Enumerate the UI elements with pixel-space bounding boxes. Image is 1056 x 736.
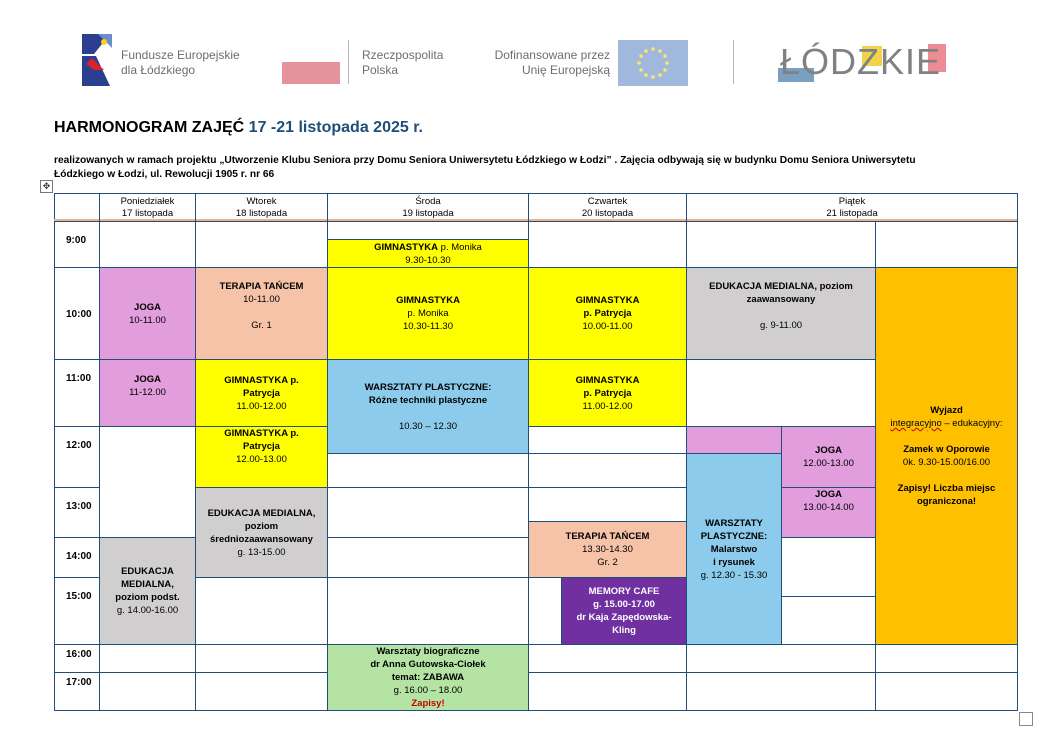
day-date: 20 listopada [581,207,634,219]
lodzkie-logo-text: ŁÓDZKIE [780,41,942,82]
empty-cell [328,222,529,240]
event-wt-edukacja-medialna[interactable] [196,488,328,578]
empty-cell [196,578,328,645]
day-date: 17 listopada [121,207,174,219]
day-name: Wtorek [246,195,277,207]
event-title: WARSZTATY PLASTYCZNE: [700,517,768,542]
time-slot: 9:00 [55,222,100,268]
day-name: Czwartek [587,195,628,207]
event-title: JOGA [815,489,842,500]
event-title: GIMNASTYKA p. Patrycja [224,374,299,399]
event-cz-memory-cafe[interactable] [562,578,687,645]
event-time: 11-12.00 [129,387,166,398]
time-slot: 17:00 [55,673,100,711]
event-subtitle: Różne techniki plastyczne [368,394,488,406]
event-subtitle-part: integracyjno [890,418,942,429]
event-note: Zapisy! [411,698,445,709]
event-time: g. 16.00 – 18.00 [393,685,463,696]
event-cz-gimnastyka-1[interactable] [529,268,687,360]
event-time: g. 12.30 - 15.30 [700,569,768,581]
event-wt-gimnastyka-2[interactable] [196,427,328,488]
eu-logo-line2: Unię Europejską [521,63,610,77]
empty-cell [529,673,687,711]
event-title: GIMNASTYKA [575,295,640,306]
event-subtitle [891,417,1003,430]
event-cz-terapia-tancem[interactable] [529,522,687,578]
empty-cell [100,427,196,538]
event-instructor: p. Monika [438,241,482,253]
fe-logo-icon [80,30,114,90]
event-time: g. 15.00-17.00 [593,599,655,610]
empty-cell [687,360,876,427]
event-instructor: dr Anna Gutowska-Ciołek [370,659,486,670]
event-subtitle: i rysunek [713,556,755,568]
time-slot: 12:00 [55,427,100,488]
logo-band [0,0,1056,110]
event-time: 10-11.00 [129,314,166,326]
event-sr-gimnastyka-1[interactable] [328,240,529,268]
event-note: Zapisy! Liczba miejsc ograniczona! [897,483,996,507]
empty-cell [529,645,687,673]
header-day-friday [687,194,1018,222]
event-time: 12.00-13.00 [236,454,287,465]
event-pn-joga-1[interactable] [100,268,196,360]
event-title: EDUKACJA MEDIALNA, poziom zaawansowany [709,281,853,305]
event-instructor: p. Patrycja [583,387,632,399]
empty-cell [328,454,529,488]
event-title: EDUKACJA MEDIALNA, [121,566,174,590]
event-time: 10.30-11.30 [402,321,453,332]
event-pt-edukacja-medialna[interactable] [687,268,876,360]
empty-cell [687,222,876,268]
eu-flag-icon [618,40,688,86]
event-title-line [374,241,482,254]
event-title: GIMNASTYKA [575,374,640,386]
header-corner [55,194,100,222]
empty-cell [196,645,328,673]
eu-logo-text [480,48,610,78]
time-slot: 14:00 [55,538,100,578]
lodzkie-logo [778,40,948,86]
day-name: Środa [415,195,441,207]
header-day-wednesday [328,194,529,222]
event-time: 9.30-10.30 [405,254,451,266]
event-pt-wyjazd[interactable] [876,268,1018,645]
event-time: 12.00-13.00 [803,458,854,469]
event-time: 0k. 9.30-15.00/16.00 [902,457,991,468]
divider-line [733,40,734,84]
event-pt-joga-1[interactable] [782,427,876,488]
day-name: Piątek [838,195,866,207]
eu-logo-line1: Dofinansowane przez [494,48,610,62]
event-time: 10.00-11.00 [582,321,633,332]
event-time: 10.30 – 12.30 [398,420,458,432]
time-slot: 10:00 [55,268,100,360]
table-resize-handle-icon[interactable] [1019,712,1033,726]
event-title: TERAPIA TAŃCEM [565,531,650,542]
polish-flag-icon [282,40,340,84]
event-instructor: dr Kaja Zapędowska-Kling [576,612,672,636]
event-group: Gr. 2 [597,557,618,568]
empty-cell [876,222,1018,268]
header-day-thursday [529,194,687,222]
event-title: Wyjazd [930,405,963,416]
event-pn-joga-2[interactable] [100,360,196,427]
divider-line [348,40,349,84]
event-title: GIMNASTYKA p. Patrycja [224,428,299,452]
event-time: g. 9-11.00 [759,320,803,331]
empty-cell [529,222,687,268]
day-date: 18 listopada [235,207,288,219]
event-subtitle: Malarstwo [710,543,758,555]
event-title: Warsztaty biograficzne [376,646,480,657]
event-title: EDUKACJA MEDIALNA, poziom średniozaawansowany [207,507,316,545]
event-time: g. 13-15.00 [237,546,286,558]
empty-cell [529,578,562,645]
event-place: Zamek w Oporowie [903,444,990,455]
time-slot: 16:00 [55,645,100,673]
time-slot: 13:00 [55,488,100,538]
event-title: TERAPIA TAŃCEM [219,281,304,292]
empty-cell [782,538,876,597]
event-topic: temat: ZABAWA [391,672,465,683]
pink-filler-cell [687,427,782,454]
empty-cell [100,222,196,268]
day-date: 21 listopada [826,207,878,219]
event-title: JOGA [815,445,842,456]
empty-cell [100,673,196,711]
event-sr-gimnastyka-2[interactable] [328,268,529,360]
empty-cell [529,488,687,522]
event-time: 10-11.00 [243,294,280,305]
header-day-tuesday [196,194,328,222]
table-move-handle-icon[interactable]: ✥ [40,180,53,193]
day-name: Poniedziałek [120,195,175,207]
empty-cell [687,673,876,711]
event-title: MEMORY CAFE [588,586,660,597]
event-time: 13.00-14.00 [803,502,854,513]
event-wt-gimnastyka-1[interactable] [196,360,328,427]
empty-cell [328,538,529,578]
event-sr-warsztaty-plastyczne[interactable] [328,360,529,454]
time-slot: 11:00 [55,360,100,427]
time-slot: 15:00 [55,578,100,645]
event-time: 11.00-12.00 [582,400,633,412]
event-title: WARSZTATY PLASTYCZNE: [364,381,492,393]
day-date: 19 listopada [402,207,454,219]
event-title: JOGA [134,374,161,385]
empty-cell [687,645,876,673]
event-wt-terapia-tancem[interactable] [196,268,328,360]
event-group: Gr. 1 [251,320,272,331]
rp-logo-text [362,48,443,78]
event-pn-edukacja-medialna[interactable] [100,538,196,645]
event-time: g. 14.00-16.00 [116,605,179,616]
fe-logo-line2: dla Łódzkiego [121,63,196,77]
empty-cell [196,222,328,268]
page-title [54,119,423,137]
event-time: 13.30-14.30 [582,544,633,555]
empty-cell [100,645,196,673]
rp-logo-line1: Rzeczpospolita [362,48,444,62]
empty-cell [529,454,687,488]
event-instructor: p. Patrycja [583,308,632,319]
event-time: 11.00-12.00 [236,400,287,412]
event-pt-joga-2[interactable] [782,488,876,538]
empty-cell [196,673,328,711]
event-cz-gimnastyka-2[interactable] [529,360,687,427]
event-level: poziom podst. [115,592,180,603]
empty-cell [529,427,687,454]
rp-logo-line2: Polska [362,63,399,77]
event-title: GIMNASTYKA [396,295,460,306]
event-sr-warsztaty-biograficzne[interactable] [328,645,529,711]
title-dates: 17 -21 listopada 2025 r. [248,119,423,136]
event-title: JOGA [134,301,161,313]
title-prefix: HARMONOGRAM ZAJĘĆ [54,119,249,136]
project-description: realizowanych w ramach projektu „Utworzenie Klubu Seniora przy Domu Seniora Uniwersytetu Łódzkiego w Łodzi” . Zajęcia odbywają się w budynku Domu Seniora Uniwersytetu Łódzkiego w Łodzi, ul. Rewolucji 1905 r. nr 66 [54,155,916,180]
empty-cell [876,673,1018,711]
event-title: GIMNASTYKA [374,241,439,253]
empty-cell [328,578,529,645]
event-instructor: p. Monika [407,308,449,319]
empty-cell [328,488,529,538]
event-pt-warsztaty-plastyczne[interactable] [687,454,782,645]
empty-cell [782,597,876,645]
empty-cell [876,645,1018,673]
header-day-monday [100,194,196,222]
fe-logo-text [121,48,240,78]
fe-logo-line1: Fundusze Europejskie [121,48,240,62]
event-subtitle-part: – edukacyjny: [941,418,1003,429]
